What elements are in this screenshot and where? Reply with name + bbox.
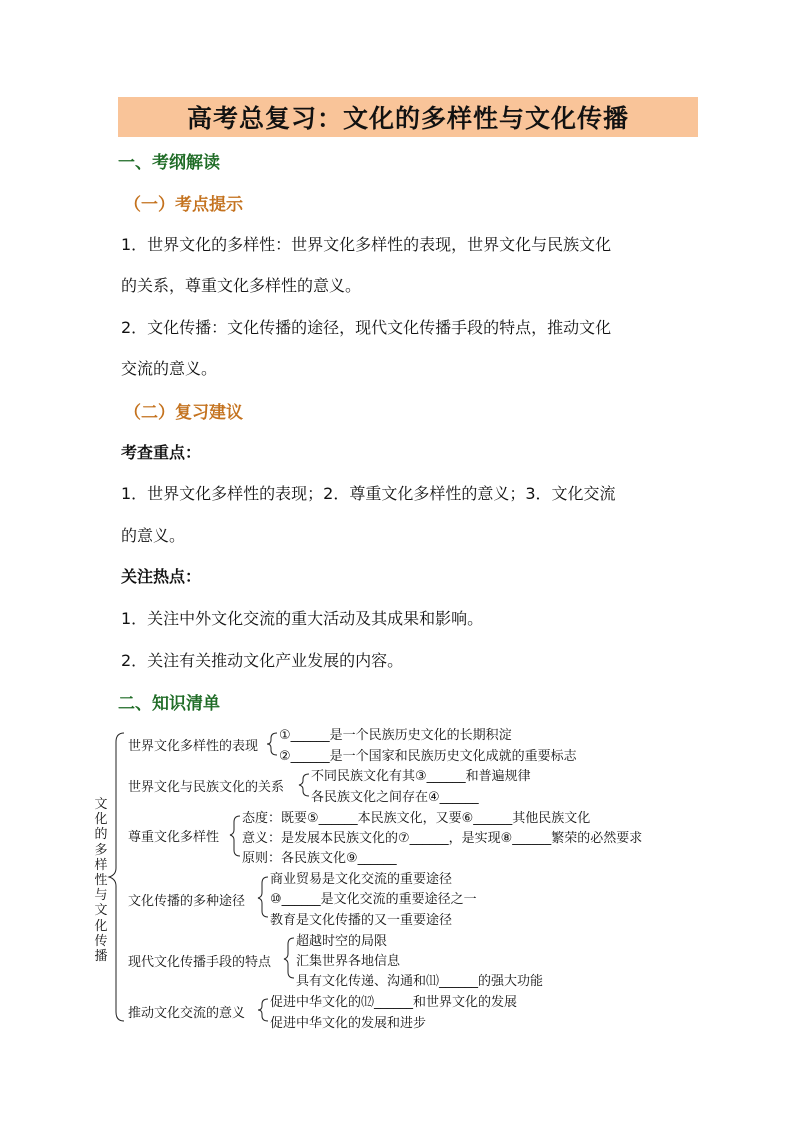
p2-line2: 交流的意义。 <box>121 359 218 378</box>
branch-6-item-1: 促进中华文化的⑿______和世界文化的发展 <box>270 995 518 1010</box>
sub1-heading: （一）考点提示 <box>124 195 243 215</box>
branch-1-item-2: ②______是一个国家和民族历史文化成就的重要标志 <box>279 749 577 764</box>
branch-3-label: 尊重文化多样性 <box>128 830 220 845</box>
focus-heading: 考查重点： <box>121 443 202 462</box>
branch-4-item-2: ⑩______是文化交流的重要途径之一 <box>270 892 477 907</box>
hot-line2: 2．关注有关推动文化产业发展的内容。 <box>121 651 404 670</box>
branch-5-item-2: 汇集世界各地信息 <box>296 954 401 969</box>
brace-b6 <box>258 999 268 1021</box>
brace-b3 <box>230 816 240 856</box>
branch-2-item-2: 各民族文化之间存在④______ <box>311 790 479 805</box>
branch-5-item-1: 超越时空的局限 <box>296 934 388 949</box>
branch-1-item-1: ①______是一个民族历史文化的长期积淀 <box>279 728 512 743</box>
page-title: 高考总复习：文化的多样性与文化传播 <box>186 104 629 133</box>
p1-line2: 的关系，尊重文化多样性的意义。 <box>121 276 362 295</box>
branch-4-item-1: 商业贸易是文化交流的重要途径 <box>270 872 453 887</box>
focus-line1: 1．世界文化多样性的表现；2．尊重文化多样性的意义；3．文化交流 <box>121 484 616 503</box>
hot-heading: 关注热点： <box>121 567 202 586</box>
p1-line1: 1．世界文化的多样性：世界文化多样性的表现，世界文化与民族文化 <box>121 235 612 254</box>
branch-2-item-1: 不同民族文化有其③______和普遍规律 <box>311 769 531 784</box>
branch-3-item-2: 意义：是发展本民族文化的⑦______，是实现⑧______繁荣的必然要求 <box>242 831 643 846</box>
branch-3-item-1: 态度：既要⑤______本民族文化，又要⑥______其他民族文化 <box>242 811 591 826</box>
branch-4-label: 文化传播的多种途径 <box>128 894 246 909</box>
branch-6-label: 推动文化交流的意义 <box>128 1006 246 1021</box>
section2-heading: 二、知识清单 <box>118 694 220 714</box>
hot-line1: 1．关注中外文化交流的重大活动及其成果和影响。 <box>121 609 484 628</box>
branch-5-item-3: 具有文化传递、沟通和⑾______的强大功能 <box>296 974 544 989</box>
sub2-heading: （二）复习建议 <box>124 403 243 423</box>
branch-6-item-2: 促进中华文化的发展和进步 <box>270 1016 427 1031</box>
section1-heading: 一、考纲解读 <box>118 153 220 173</box>
mindmap-root-label: 文化的多样性与文化传播 <box>94 797 108 965</box>
brace-b5 <box>284 938 294 978</box>
branch-2-label: 世界文化与民族文化的关系 <box>128 780 285 795</box>
focus-line2: 的意义。 <box>121 526 186 545</box>
brace-b2 <box>299 774 309 796</box>
branch-5-label: 现代文化传播手段的特点 <box>128 955 272 970</box>
brace-b4 <box>258 877 268 917</box>
branch-1-label: 世界文化多样性的表现 <box>128 739 259 754</box>
branch-4-item-3: 教育是文化传播的又一重要途径 <box>270 913 453 928</box>
brace-b1 <box>267 733 277 755</box>
branch-3-item-3: 原则：各民族文化⑨______ <box>242 851 397 866</box>
root-brace <box>109 733 124 1021</box>
p2-line1: 2．文化传播：文化传播的途径，现代文化传播手段的特点，推动文化 <box>121 318 612 337</box>
